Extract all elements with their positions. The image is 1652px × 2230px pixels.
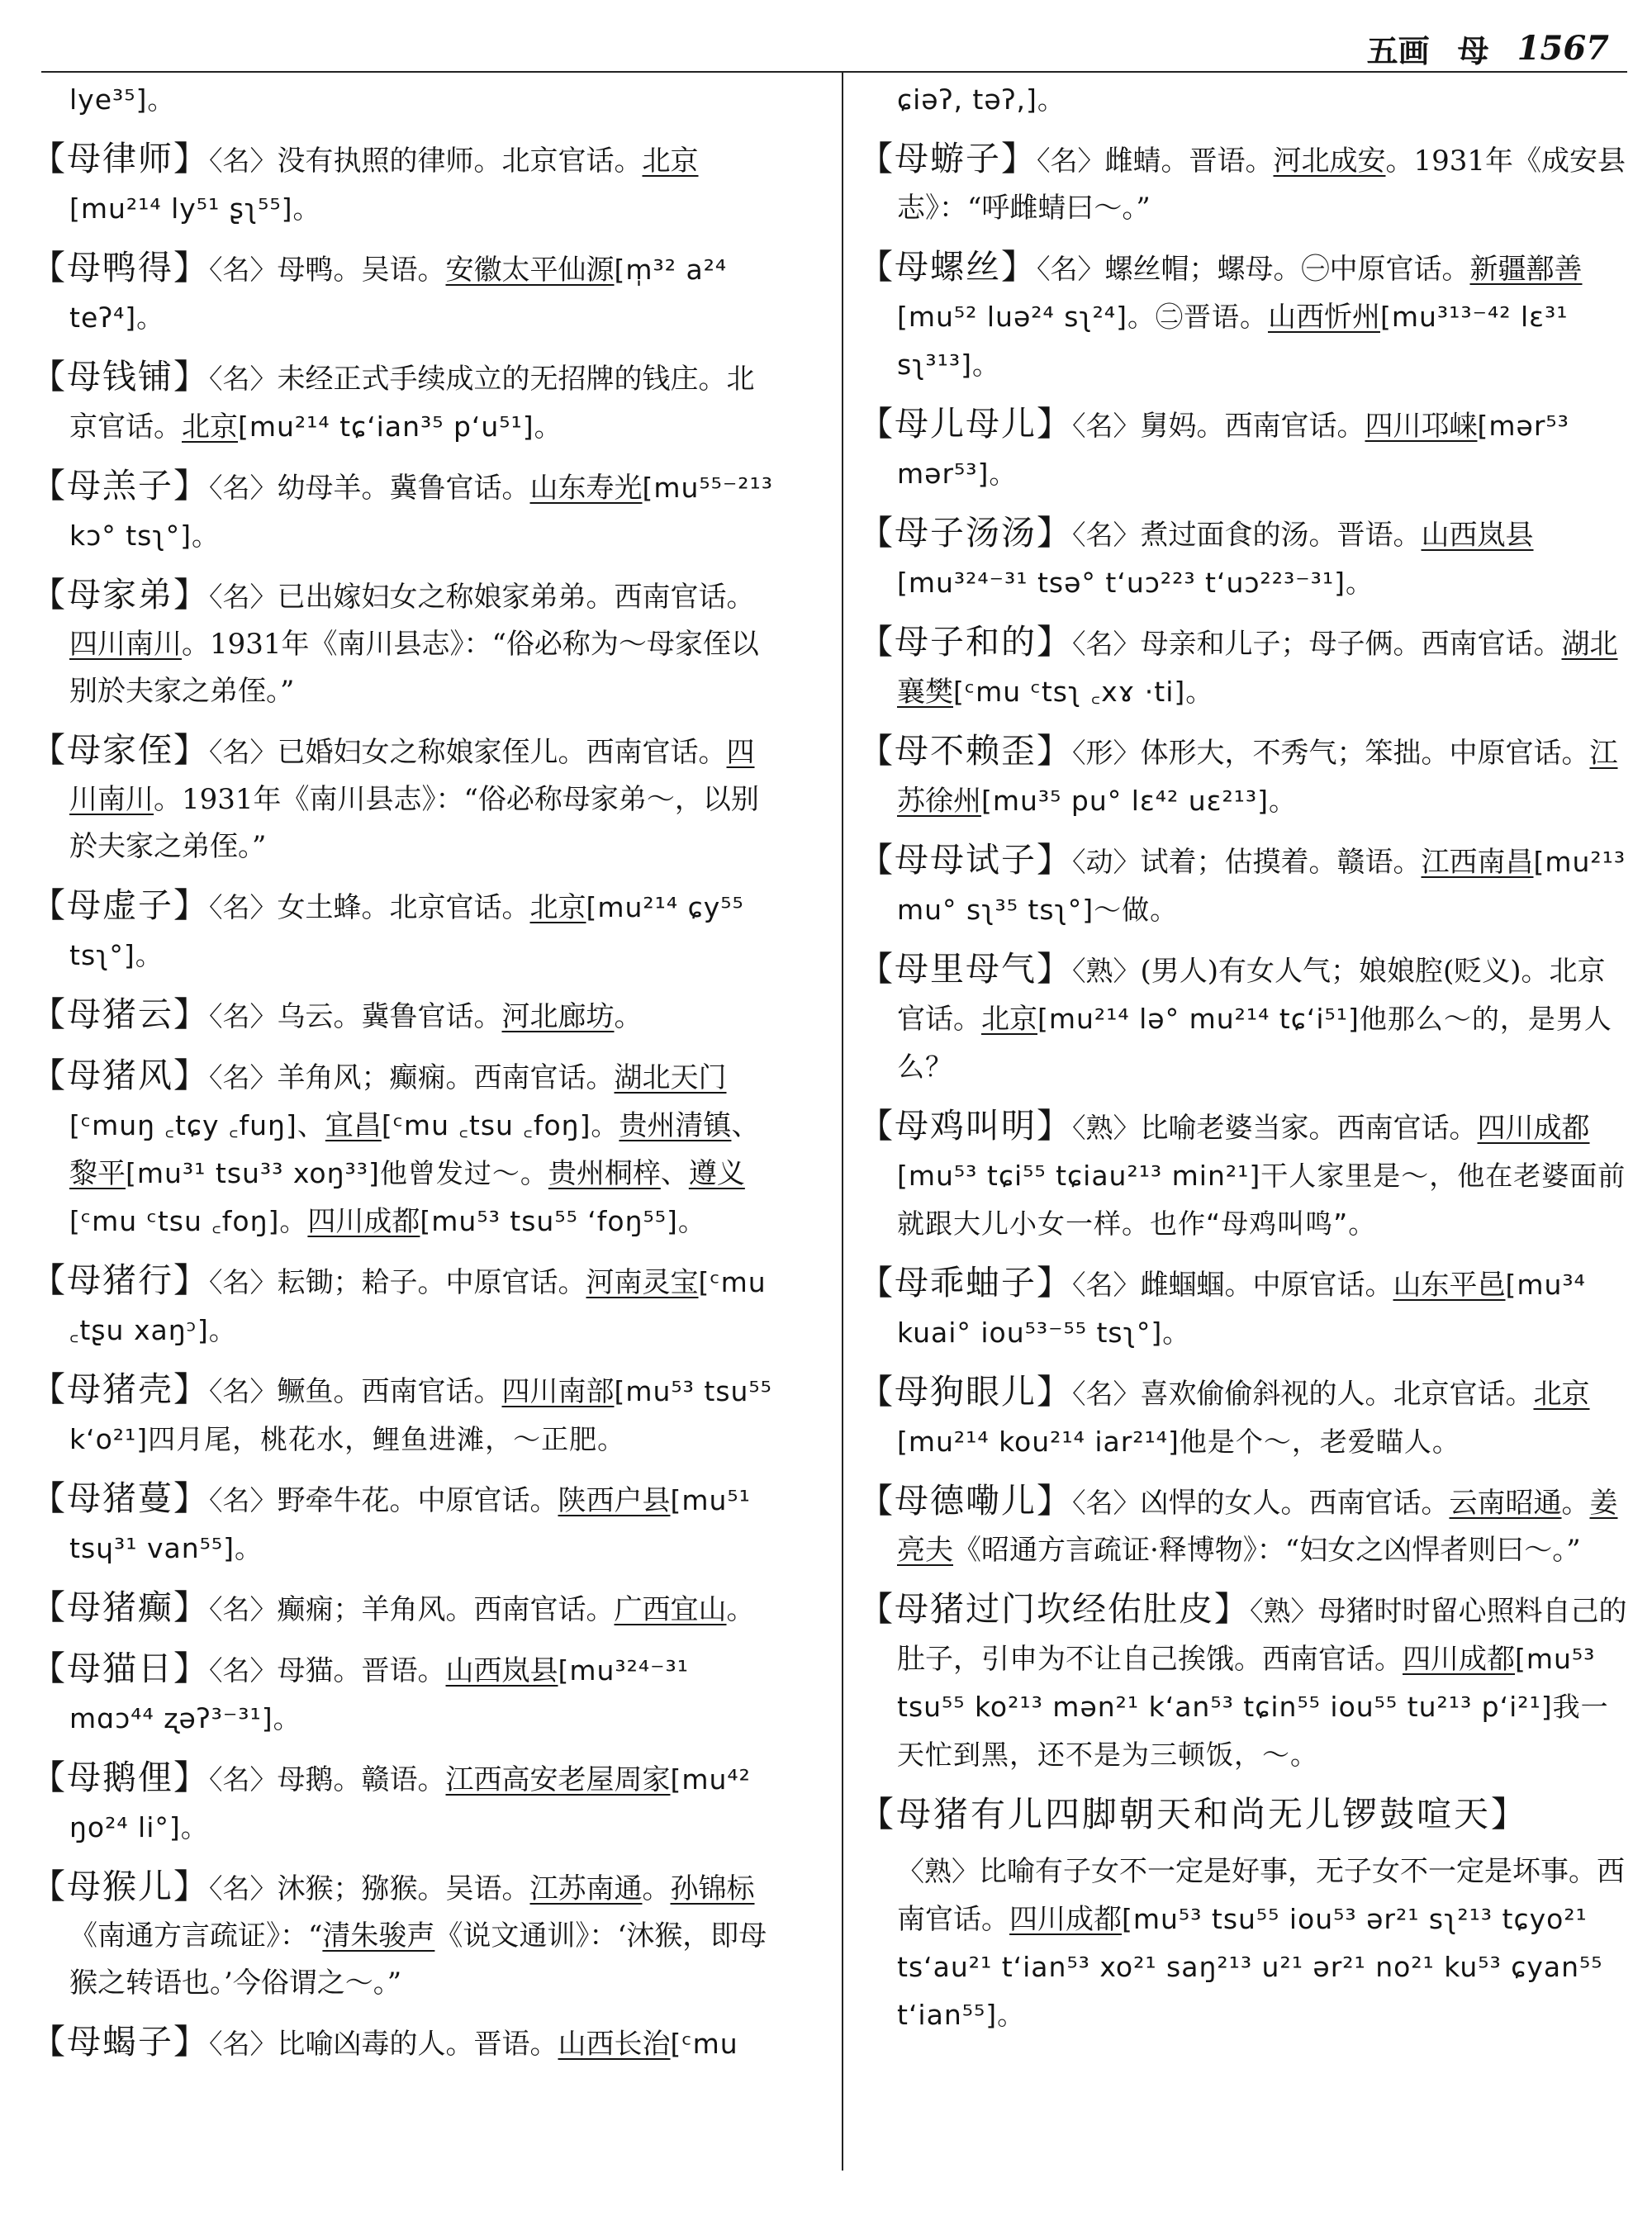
pronunciation: [ᶜmu ꜀tsu ꜀foŋ]。 — [381, 1109, 620, 1141]
definition: 乌云。冀鲁官话。 — [277, 1000, 502, 1033]
headword: 【母里母气】 — [859, 949, 1072, 989]
place-name: 北京 — [1533, 1378, 1590, 1411]
citation: 。1931年《成安县志》：“呼雌蜻曰～。” — [897, 145, 1626, 225]
entry — [859, 946, 1631, 1091]
place-name: 湖北襄樊 — [897, 628, 1618, 709]
place-name: 四川成都 — [307, 1205, 420, 1238]
entry-continuation: ɕiəʔ, təʔ,]。 — [897, 83, 1066, 116]
place-name: 江西高安老屋周家 — [445, 1763, 671, 1796]
entry — [859, 837, 1631, 934]
definition: 沐猴；猕猴。吴语。 — [277, 1872, 530, 1905]
headword: 【母羔子】 — [31, 466, 209, 505]
definition: 雌蝈蝈。中原官话。 — [1140, 1269, 1393, 1302]
definition: 鳜鱼。西南官话。 — [277, 1375, 502, 1408]
entry — [31, 572, 779, 715]
citation: 《说文通训》：‘沐猴，即母猴之转语也。’今俗谓之～。” — [69, 1919, 767, 2000]
part-of-speech: 〈名〉 — [209, 1654, 278, 1687]
headword: 【母德嘞儿】 — [859, 1481, 1072, 1521]
headword: 【母律师】 — [31, 139, 209, 178]
part-of-speech: 〈名〉 — [209, 254, 278, 286]
definition: 试着；估摸着。赣语。 — [1140, 846, 1422, 879]
part-of-speech: 〈名〉 — [1072, 628, 1141, 660]
part-of-speech: 〈动〉 — [1072, 846, 1141, 878]
part-of-speech: 〈熟〉 — [897, 1855, 979, 1887]
headword: 【母鸭得】 — [31, 248, 209, 287]
place-name: 北京 — [529, 891, 586, 924]
place-name: 北京 — [981, 1003, 1037, 1036]
separator: 、 — [731, 1109, 760, 1142]
part-of-speech: 〈名〉 — [209, 472, 278, 504]
place-name: 贵州清镇 — [619, 1109, 732, 1142]
part-of-speech: 〈名〉 — [209, 891, 278, 923]
part-of-speech: 〈名〉 — [1072, 519, 1141, 551]
place-name: 广西宜山 — [614, 1593, 727, 1626]
pronunciation: [ᶜmuŋ ꜀tɕy ꜀fuŋ]、 — [69, 1109, 325, 1141]
part-of-speech: 〈名〉 — [209, 1061, 278, 1094]
place-name: 四川成都 — [1403, 1643, 1515, 1676]
entry — [859, 401, 1631, 498]
entry — [859, 244, 1631, 389]
definition: 母猫。晋语。 — [277, 1654, 446, 1687]
place-name: 山西长治 — [558, 2028, 671, 2061]
citation: 《昭通方言疏证·释博物》：“妇女之凶悍者则曰～。” — [953, 1534, 1581, 1567]
entry — [31, 882, 779, 980]
headword: 【母乖蚰子】 — [859, 1263, 1072, 1302]
headword: 【母猪云】 — [31, 994, 209, 1034]
place-name: 遵义 — [688, 1157, 745, 1190]
pronunciation: [mu⁵³ tsu⁵⁵ ko²¹³ mən²¹ kʻan⁵³ tɕin⁵⁵ iou⁵⁵ tu²¹³ pʻi²¹]我一天忙到黑，还不是为三顿饭，～。 — [897, 1643, 1609, 1771]
place-name: 江苏徐州 — [897, 737, 1618, 818]
place-name: 四川南川 — [69, 628, 182, 661]
entry — [859, 619, 1631, 716]
definition: 母猪时时留心照料自己的肚子，引申为不让自己挨饿。西南官话。 — [897, 1595, 1627, 1676]
definition: 螺丝帽；螺母。㊀中原官话。 — [1104, 253, 1470, 286]
entry — [859, 1478, 1631, 1574]
place-name: 四川南川 — [69, 736, 755, 816]
part-of-speech: 〈名〉 — [209, 1872, 278, 1905]
entry — [31, 1754, 779, 1852]
definition: 体形大，不秀气；笨拙。中原官话。 — [1140, 737, 1590, 770]
entry — [31, 353, 779, 451]
author-name: 孙锦标 — [670, 1872, 755, 1905]
place-name: 湖北天门 — [614, 1061, 727, 1094]
definition: 母亲和儿子；母子俩。西南官话。 — [1140, 628, 1562, 661]
definition: 母鸭。吴语。 — [277, 254, 446, 287]
place-name: 四川成都 — [1009, 1903, 1122, 1936]
author-name: 姜亮夫 — [897, 1487, 1618, 1567]
part-of-speech: 〈名〉 — [1072, 1487, 1141, 1519]
entry — [859, 1586, 1631, 1779]
definition: 比喻老婆当家。西南官话。 — [1140, 1112, 1478, 1145]
headword: 【母猪有儿四脚朝天和尚无儿锣鼓喧天】 — [859, 1794, 1529, 1834]
entry — [31, 1052, 779, 1245]
pronunciation: [mu³⁵ pu° lɛ⁴² uɛ²¹³]。 — [981, 785, 1298, 817]
pronunciation: [mu⁴² ŋo²⁴ li°]。 — [69, 1763, 751, 1843]
pronunciation: [mu³¹³⁻⁴² lɛ³¹ sʅ³¹³]。 — [897, 301, 1569, 381]
part-of-speech: 〈名〉 — [209, 1375, 278, 1407]
place-name: 安徽太平仙源 — [445, 254, 615, 287]
definition: 野牵牛花。中原官话。 — [277, 1484, 558, 1517]
pronunciation: [mu³⁴ kuai° iou⁵³⁻⁵⁵ tsʅ°]。 — [897, 1269, 1586, 1349]
headword: 【母家侄】 — [31, 730, 209, 770]
part-of-speech: 〈熟〉 — [1072, 1112, 1141, 1144]
place-name: 四川南部 — [501, 1375, 615, 1408]
pronunciation: [mu²¹³ mu° sʅ³⁵ tsʅ°]～做。 — [897, 846, 1626, 926]
definition: 母鹅。赣语。 — [277, 1763, 446, 1796]
entry — [31, 1257, 779, 1355]
citation: 《南通方言疏证》：“ — [69, 1919, 323, 1952]
pronunciation: [mu²¹⁴ lə° mu²¹⁴ tɕʻi⁵¹]他那么～的，是男人么？ — [897, 1003, 1612, 1083]
headword: 【母猪壳】 — [31, 1369, 209, 1409]
entry — [31, 1366, 779, 1464]
pronunciation: [mu²¹⁴ kou²¹⁴ iar²¹⁴]他是个～，老爱瞄人。 — [897, 1426, 1460, 1458]
place-name: 北京 — [642, 145, 699, 178]
entry — [31, 2019, 779, 2068]
entry — [31, 463, 779, 560]
entry — [31, 244, 779, 342]
pronunciation: [ᶜmu ᶜtsʅ ꜀xɤ ·ti]。 — [953, 676, 1214, 708]
entry — [859, 135, 1631, 232]
entry — [31, 135, 779, 233]
pronunciation: [mu⁵³ tsu⁵⁵ iou⁵³ ər²¹ sʅ²¹³ tɕyo²¹ tsʻau²¹ tʻian⁵³ xo²¹ saŋ²¹³ u²¹ ər²¹ no²¹ ku⁵³ ɕyan⁵⁵ tʻian⁵⁵]。 — [897, 1903, 1603, 2031]
part-of-speech: 〈名〉 — [1072, 1378, 1141, 1410]
part-of-speech: 〈名〉 — [209, 363, 278, 395]
pronunciation: [mu²¹⁴ ɕy⁵⁵ tsʅ°]。 — [69, 891, 744, 971]
citation: 。1931年《南川县志》：“俗必称为～母家侄以别於夫家之弟侄。” — [69, 628, 759, 708]
headword: 【母鹅俚】 — [31, 1758, 209, 1797]
author-name: 清朱骏声 — [322, 1919, 435, 1952]
part-of-speech: 〈名〉 — [209, 736, 278, 768]
place-name: 陕西户县 — [558, 1484, 671, 1517]
place-name: 河北廊坊 — [501, 1000, 615, 1033]
definition: 未经正式手续成立的无招牌的钱庄。北京官话。 — [69, 363, 755, 444]
place-name: 贵州桐梓 — [548, 1157, 661, 1190]
definition: (男人)有女人气；娘娘腔(贬义)。北京官话。 — [897, 955, 1606, 1036]
part-of-speech: 〈名〉 — [209, 1763, 278, 1796]
place-name: 江苏南通 — [529, 1872, 643, 1905]
separator: 。 — [1561, 1487, 1590, 1520]
headword: 【母猪过门坎经佑肚皮】 — [859, 1589, 1250, 1629]
part-of-speech: 〈名〉 — [209, 1484, 278, 1516]
header-rule — [41, 71, 1627, 73]
citation: 。1931年《南川县志》：“俗必称母家弟～，以别於夫家之弟侄。” — [69, 783, 759, 863]
pronunciation: [mu²¹⁴ tɕʻian³⁵ pʻu⁵¹]。 — [238, 410, 563, 443]
entry — [31, 1863, 779, 2007]
headword: 【母子汤汤】 — [859, 513, 1072, 553]
definition: 喜欢偷偷斜视的人。北京官话。 — [1140, 1378, 1534, 1411]
entry-headword-line — [859, 1791, 1631, 1841]
page-number: 1567 — [1517, 28, 1609, 68]
pronunciation: [mu⁵² luə²⁴ sʅ²⁴]。㊁晋语。 — [897, 301, 1268, 333]
entry-continuation: lye³⁵]。 — [69, 83, 176, 116]
header-section: 五画 — [1366, 31, 1430, 69]
place-name: 山西忻州 — [1267, 301, 1380, 334]
definition: 没有执照的律师。北京官话。 — [277, 145, 643, 178]
pronunciation: [mu³²⁴⁻³¹ tsə° tʻuɔ²²³ tʻuɔ²²³⁻³¹]。 — [897, 567, 1374, 599]
definition: 已婚妇女之称娘家侄儿。西南官话。 — [277, 736, 727, 769]
definition: 癫痫；羊角风。西南官话。 — [277, 1593, 615, 1626]
part-of-speech: 〈名〉 — [209, 1593, 278, 1625]
part-of-speech: 〈名〉 — [1037, 145, 1105, 177]
headword: 【母家弟】 — [31, 575, 209, 614]
entry — [31, 727, 779, 871]
definition: 比喻有子女不一定是好事，无子女不一定是坏事。西南官话。 — [897, 1855, 1625, 1936]
place-name: 河北成安 — [1273, 145, 1386, 178]
pronunciation: [mu⁵⁵⁻²¹³ kɔ° tsʅ°]。 — [69, 472, 773, 552]
headword: 【母猫日】 — [31, 1649, 209, 1688]
headword: 【母猴儿】 — [31, 1867, 209, 1906]
pronunciation: [mu⁵³ tsu⁵⁵ kʻo²¹]四月尾，桃花水，鲤鱼进滩，～正肥。 — [69, 1375, 772, 1455]
separator: 、 — [660, 1157, 689, 1190]
entry — [31, 1475, 779, 1573]
pronunciation: [ᶜmu ꜀tʂu xaŋᵓ]。 — [69, 1266, 767, 1346]
part-of-speech: 〈名〉 — [209, 581, 278, 613]
place-name: 北京 — [182, 410, 238, 444]
definition-end: 。 — [726, 1593, 755, 1626]
entry — [859, 1369, 1631, 1466]
definition: 耘锄；耠子。中原官话。 — [277, 1266, 586, 1299]
part-of-speech: 〈名〉 — [1072, 1269, 1141, 1301]
definition: 舅妈。西南官话。 — [1140, 410, 1365, 443]
headword: 【母虚子】 — [31, 885, 209, 925]
place-name: 宜昌 — [325, 1109, 382, 1142]
part-of-speech: 〈名〉 — [209, 1266, 278, 1298]
headword: 【母猪癫】 — [31, 1587, 209, 1627]
pronunciation: [ᶜmu — [670, 2028, 738, 2060]
entry — [31, 1645, 779, 1743]
part-of-speech: 〈名〉 — [1037, 253, 1105, 285]
place-name: 山东寿光 — [529, 472, 643, 505]
place-name: 山西岚县 — [1421, 519, 1534, 552]
headword: 【母蝣子】 — [859, 139, 1037, 178]
definition: 比喻凶毒的人。晋语。 — [277, 2028, 558, 2061]
place-name: 四川成都 — [1477, 1112, 1590, 1145]
headword: 【母猪风】 — [31, 1056, 209, 1095]
place-name: 新疆鄯善 — [1469, 253, 1583, 286]
part-of-speech: 〈名〉 — [1072, 410, 1141, 442]
entry — [31, 991, 779, 1041]
pronunciation: [mu⁵³ tɕi⁵⁵ tɕiau²¹³ min²¹]干人家里是～，他在老婆面前就跟大儿小女一样。也作“母鸡叫鸣”。 — [897, 1160, 1626, 1240]
left-column — [31, 76, 779, 2080]
entry — [859, 510, 1631, 607]
running-header — [1367, 23, 1609, 73]
headword: 【母钱铺】 — [31, 357, 209, 396]
headword: 【母蝎子】 — [31, 2022, 209, 2062]
pronunciation: [mər⁵³ mər⁵³]。 — [897, 410, 1569, 490]
definition-end: 。 — [614, 1000, 643, 1033]
part-of-speech: 〈形〉 — [1072, 737, 1141, 769]
headword: 【母螺丝】 — [859, 247, 1037, 287]
part-of-speech: 〈熟〉 — [1072, 955, 1141, 987]
column-divider — [842, 73, 843, 2171]
pronunciation: [m̩³² a²⁴ teʔ⁴]。 — [69, 254, 728, 334]
headword: 【母狗眼儿】 — [859, 1372, 1072, 1412]
entry — [859, 1260, 1631, 1357]
header-char: 母 — [1457, 31, 1489, 69]
definition: 已出嫁妇女之称娘家弟弟。西南官话。 — [277, 581, 755, 614]
headword: 【母不赖歪】 — [859, 731, 1072, 771]
definition: 幼母羊。冀鲁官话。 — [277, 472, 530, 505]
pronunciation: [mu⁵³ tsu⁵⁵ ʻfoŋ⁵⁵]。 — [420, 1205, 706, 1237]
place-name: 江西南昌 — [1421, 846, 1534, 879]
definition: 煮过面食的汤。晋语。 — [1140, 519, 1422, 552]
entry — [859, 1848, 1631, 2039]
place-name: 山西岚县 — [445, 1654, 558, 1687]
definition: 女土蜂。北京官话。 — [277, 891, 530, 924]
pronunciation: [mu²¹⁴ ly⁵¹ ʂʅ⁵⁵]。 — [69, 192, 321, 225]
definition: 羊角风；癫痫。西南官话。 — [277, 1061, 615, 1094]
pronunciation: [mu³²⁴⁻³¹ mɑɔ⁴⁴ ʐəʔ³⁻³¹]。 — [69, 1654, 689, 1734]
place-name: 云南昭通 — [1449, 1487, 1562, 1520]
place-name: 四川邛崃 — [1365, 410, 1478, 443]
place-name: 河南灵宝 — [586, 1266, 699, 1299]
headword: 【母猪行】 — [31, 1260, 209, 1300]
pronunciation: [mu⁵¹ tsɥ³¹ van⁵⁵]。 — [69, 1484, 751, 1564]
separator: 。 — [642, 1872, 671, 1905]
place-name: 黎平 — [69, 1157, 126, 1190]
entry — [859, 1103, 1631, 1248]
right-column — [859, 76, 1631, 2051]
entry — [31, 1584, 779, 1634]
part-of-speech: 〈名〉 — [209, 145, 278, 177]
place-name: 山东平邑 — [1393, 1269, 1506, 1302]
headword: 【母猪蔓】 — [31, 1478, 209, 1518]
definition: 凶悍的女人。西南官话。 — [1140, 1487, 1450, 1520]
pronunciation: [mu³¹ tsu³³ xoŋ³³]他曾发过～。 — [126, 1157, 548, 1189]
headword: 【母鸡叫明】 — [859, 1106, 1072, 1146]
entry — [859, 728, 1631, 825]
part-of-speech: 〈名〉 — [209, 2028, 278, 2060]
definition: 雌蜻。晋语。 — [1104, 145, 1274, 178]
headword: 【母子和的】 — [859, 622, 1072, 662]
part-of-speech: 〈名〉 — [209, 1000, 278, 1032]
pronunciation: [ᶜmu ᶜtsu ꜀foŋ]。 — [69, 1205, 308, 1237]
headword: 【母母试子】 — [859, 840, 1072, 880]
headword: 【母儿母儿】 — [859, 404, 1072, 444]
part-of-speech: 〈熟〉 — [1250, 1595, 1318, 1627]
